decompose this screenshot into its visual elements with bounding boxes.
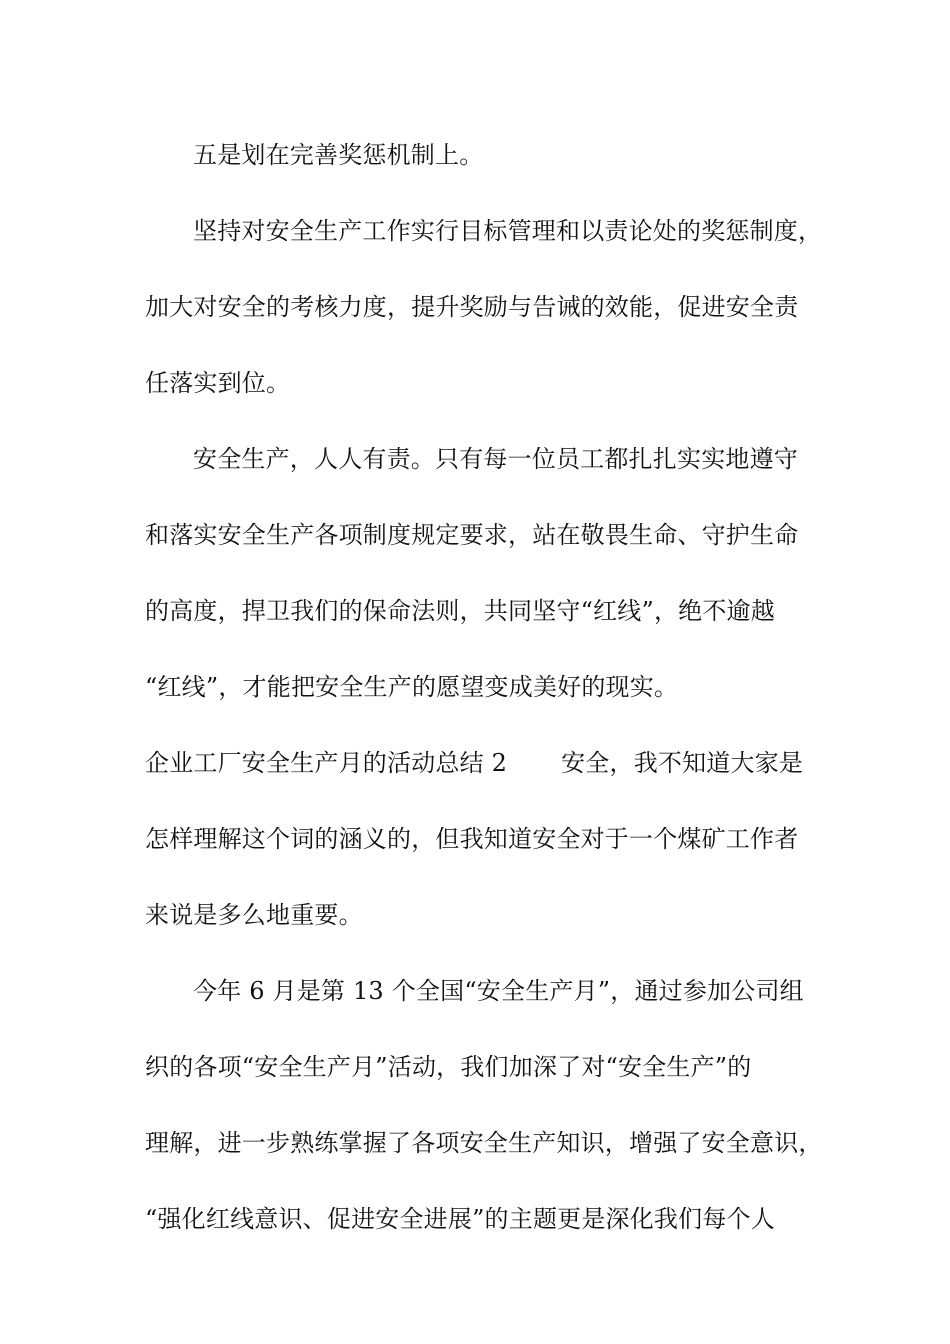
paragraph-line: 来说是多么地重要。	[145, 901, 363, 929]
paragraph-line: 坚持对安全生产工作实行目标管理和以责论处的奖惩制度，	[193, 217, 823, 245]
paragraph-line: 和落实安全生产各项制度规定要求，站在敬畏生命、守护生命	[145, 521, 799, 549]
paragraph-line: 理解，进一步熟练掌握了各项安全生产知识，增强了安全意识，	[145, 1129, 823, 1157]
paragraph-start: 安全，我不知道大家是	[561, 749, 804, 777]
paragraph-line: 五是划在完善奖惩机制上。	[193, 141, 484, 169]
section-heading: 企业工厂安全生产月的活动总结 2	[145, 749, 508, 777]
paragraph-line: “红线”，才能把安全生产的愿望变成美好的现实。	[145, 673, 679, 701]
paragraph-line: 任落实到位。	[145, 369, 291, 397]
paragraph-line: 安全生产，人人有责。只有每一位员工都扎扎实实地遵守	[193, 445, 798, 473]
paragraph-line: 的高度，捍卫我们的保命法则，共同坚守“红线”，绝不逾越	[145, 597, 775, 625]
paragraph-line: 加大对安全的考核力度，提升奖励与告诫的效能，促进安全责	[145, 293, 799, 321]
paragraph-line: 今年 6 月是第 13 个全国“安全生产月”，通过参加公司组	[193, 977, 804, 1005]
paragraph-line: 怎样理解这个词的涵义的，但我知道安全对于一个煤矿工作者	[145, 825, 799, 853]
section-heading-line	[145, 748, 835, 778]
paragraph-line: “强化红线意识、促进安全进展”的主题更是深化我们每个人	[145, 1205, 775, 1233]
paragraph-line: 织的各项“安全生产月”活动，我们加深了对“安全生产”的	[145, 1053, 752, 1081]
